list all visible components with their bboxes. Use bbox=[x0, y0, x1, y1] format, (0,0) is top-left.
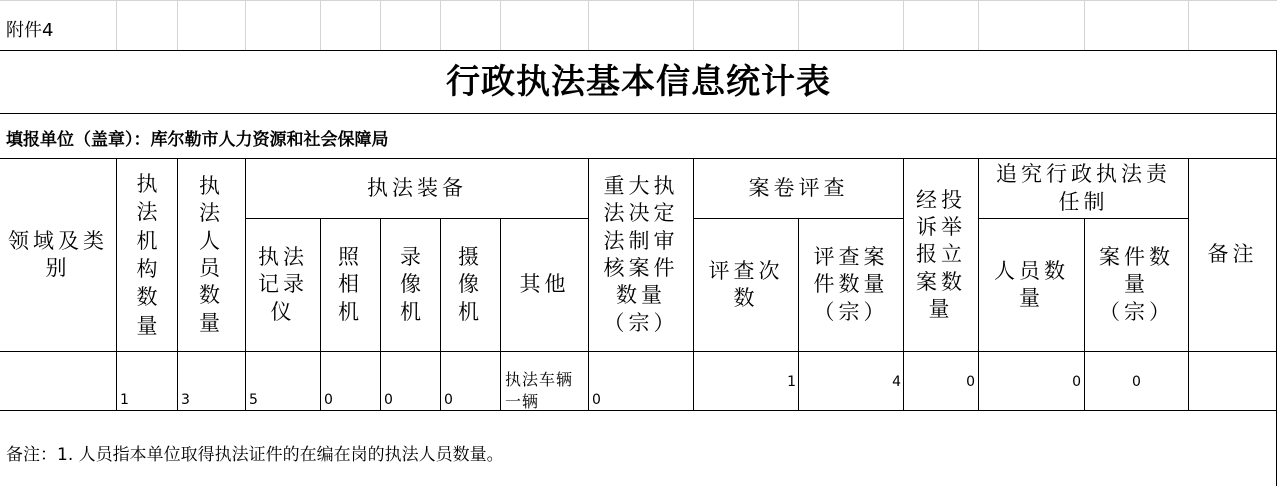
cell-review-cases: 4 bbox=[892, 374, 901, 390]
cell-other-line1: 执法车辆 bbox=[505, 370, 574, 389]
annex-label: 附件4 bbox=[6, 20, 54, 41]
header-camera: 照相机 bbox=[338, 245, 363, 324]
cell-accountability-persons: 0 bbox=[1072, 374, 1081, 390]
header-accountability: 追究行政执法责任制 bbox=[996, 162, 1171, 214]
header-agency-count: 执法机构数量 bbox=[136, 171, 158, 338]
header-equipment: 执法装备 bbox=[367, 175, 467, 200]
header-major-review: 重大执法决定法制审核案件数量（宗） bbox=[603, 174, 679, 335]
cell-other-line2: 一辆 bbox=[505, 392, 540, 411]
cell-personnel-count: 3 bbox=[181, 392, 190, 408]
cell-major-review: 0 bbox=[592, 392, 601, 408]
footnote: 备注：1. 人员指本单位取得执法证件的在编在岗的执法人员数量。 bbox=[6, 445, 504, 465]
header-accountability-persons: 人员数量 bbox=[994, 258, 1069, 310]
cell-camera: 0 bbox=[324, 392, 333, 408]
header-review-cases: 评查案件数量（宗） bbox=[813, 245, 889, 324]
header-domain-category: 领域及类别 bbox=[8, 228, 108, 280]
header-file-review: 案卷评查 bbox=[748, 175, 849, 200]
cell-recorder: 5 bbox=[249, 392, 258, 408]
cell-complaint-cases: 0 bbox=[966, 374, 975, 390]
cell-camcorder: 0 bbox=[444, 392, 453, 408]
header-review-times: 评查次数 bbox=[708, 258, 784, 310]
header-accountability-cases: 案件数量（宗） bbox=[1099, 245, 1174, 324]
header-remarks: 备注 bbox=[1207, 242, 1258, 267]
header-camcorder: 摄像机 bbox=[458, 245, 483, 324]
header-personnel-count: 执法人员数量 bbox=[199, 174, 224, 335]
header-other: 其他 bbox=[519, 272, 570, 297]
header-complaint-cases: 经投诉举报立案数量 bbox=[916, 187, 966, 321]
cell-agency-count: 1 bbox=[120, 392, 129, 408]
header-recorder: 执法记录仪 bbox=[258, 245, 308, 324]
page-title: 行政执法基本信息统计表 bbox=[446, 61, 831, 102]
reporting-unit-line: 填报单位（盖章）：库尔勒市人力资源和社会保障局 bbox=[6, 130, 389, 150]
cell-review-times: 1 bbox=[787, 374, 796, 390]
cell-video-recorder: 0 bbox=[384, 392, 393, 408]
cell-accountability-cases: 0 bbox=[1132, 374, 1141, 390]
header-video-recorder: 录像机 bbox=[400, 245, 421, 324]
